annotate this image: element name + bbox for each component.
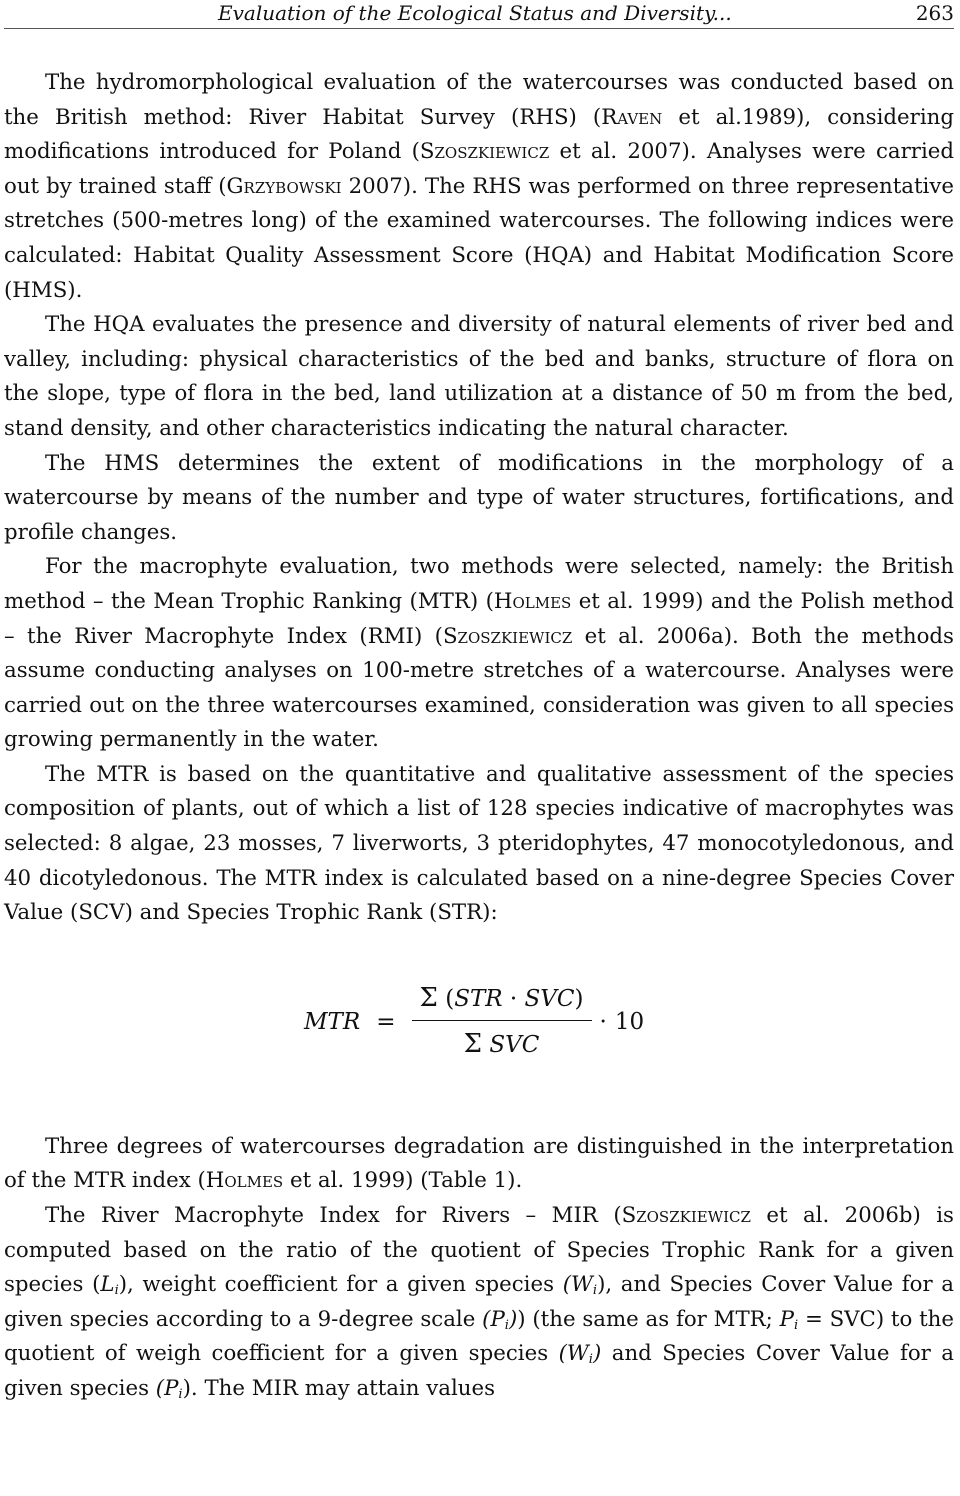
citation-author: Szoszkiewicz bbox=[442, 623, 573, 649]
paragraph-rhs-method: The hydromorphological evaluation of the watercourses was conducted based on the British method: River Habitat Survey (RHS) (Raven et al.1989), considering modifications introduced for Poland (Szoszkiewicz et al. 2007). Analyses were carried out by trained staff (Grzybowski 2007). The RHS was performed on three representative stretches (500-metres long) of the examined watercourses. The following indices were calculated: Habitat Quality Assessment Score (HQA) and Habitat Modification Score (HMS). bbox=[4, 70, 955, 303]
citation-author: Holmes bbox=[493, 588, 572, 614]
formula-fraction bbox=[412, 981, 592, 1063]
running-header bbox=[4, 0, 954, 29]
formula-factor: 10 bbox=[614, 1008, 645, 1035]
paragraph-hqa: The HQA evaluates the presence and diversity of natural elements of river bed and valley, including: physical characteristics of the bed and banks, structure of flora on the slope, type of flora in the bed, land utilization at a distance of 50 m from the bed, stand density, and other characteristics indicating the natural character. bbox=[4, 312, 954, 441]
paragraph-mir: The River Macrophyte Index for Rivers – MIR (Szoszkiewicz et al. 2006b) is computed based on the ratio of the quotient of Species Trophic Rank for a given species $(L_i)$, weight coefficient for a given species $(W_i)$, and Species Cover Value for a given species according to a 9-degree scale $(P_i)$) (the same as for MTR; $P_i = SVC$) to the quotient of weigh coefficient for a given species $(W_i)$ and Species Cover Value for a given species $(P_i)$. The MIR may attain values bbox=[4, 1203, 955, 1402]
citation-author: Raven bbox=[601, 104, 663, 130]
sigma-symbol: Σ bbox=[463, 1029, 483, 1060]
citation-author: Szoszkiewicz bbox=[621, 1203, 751, 1229]
formula-numerator: Σ (STR · SVC) bbox=[412, 981, 592, 1022]
formula-denominator: Σ SVC bbox=[463, 1029, 540, 1060]
paragraph-mtr: The MTR is based on the quantitative and qualitative assessment of the species composition of plants, out of which a list of 128 species indicative of macrophytes was selected: 8 algae, 23 mosses, 7 liverworts, 3 pteridophytes, 47 monocotyledonous, and 40 dicotyledonous. The MTR index is calculated based on a nine-degree Species Cover Value (SCV) and Species Trophic Rank (STR): bbox=[4, 761, 954, 926]
citation-author: Szoszkiewicz bbox=[419, 139, 550, 165]
citation-author: Holmes bbox=[205, 1168, 284, 1194]
paragraph-mtr-degrees: Three degrees of watercourses degradation are distinguished in the interpretation of the MTR index (Holmes et al. 1999) (Table 1). bbox=[4, 1133, 954, 1194]
formula-expression bbox=[304, 981, 644, 1063]
document-page bbox=[4, 0, 955, 1402]
formula-multiply: · bbox=[599, 1008, 607, 1035]
body-text bbox=[4, 66, 954, 1407]
paragraph-macrophyte-methods: For the macrophyte evaluation, two methods were selected, namely: the British method – the Mean Trophic Ranking (MTR) (Holmes et al. 1999) and the Polish method – the River Macrophyte Index (RMI) (Szoszkiewicz et al. 2006a). Both the methods assume conducting analyses on 100-metre stretches of a watercourse. Analyses were carried out on the three watercourses examined, consideration was given to all species growing permanently in the water. bbox=[4, 554, 954, 753]
sigma-symbol: Σ bbox=[419, 982, 438, 1013]
paragraph-hms: The HMS determines the extent of modifications in the morphology of a watercourse by means of the number and type of water structures, fortifications, and profile changes. bbox=[4, 450, 954, 545]
formula-lhs: MTR bbox=[304, 1008, 361, 1035]
page-number: 263 bbox=[915, 1, 954, 25]
citation-author: Grzybowski bbox=[226, 173, 342, 199]
formula-equals: = bbox=[376, 1008, 396, 1035]
running-title: Evaluation of the Ecological Status and Diversity... bbox=[218, 1, 732, 25]
mtr-formula bbox=[4, 931, 954, 1130]
